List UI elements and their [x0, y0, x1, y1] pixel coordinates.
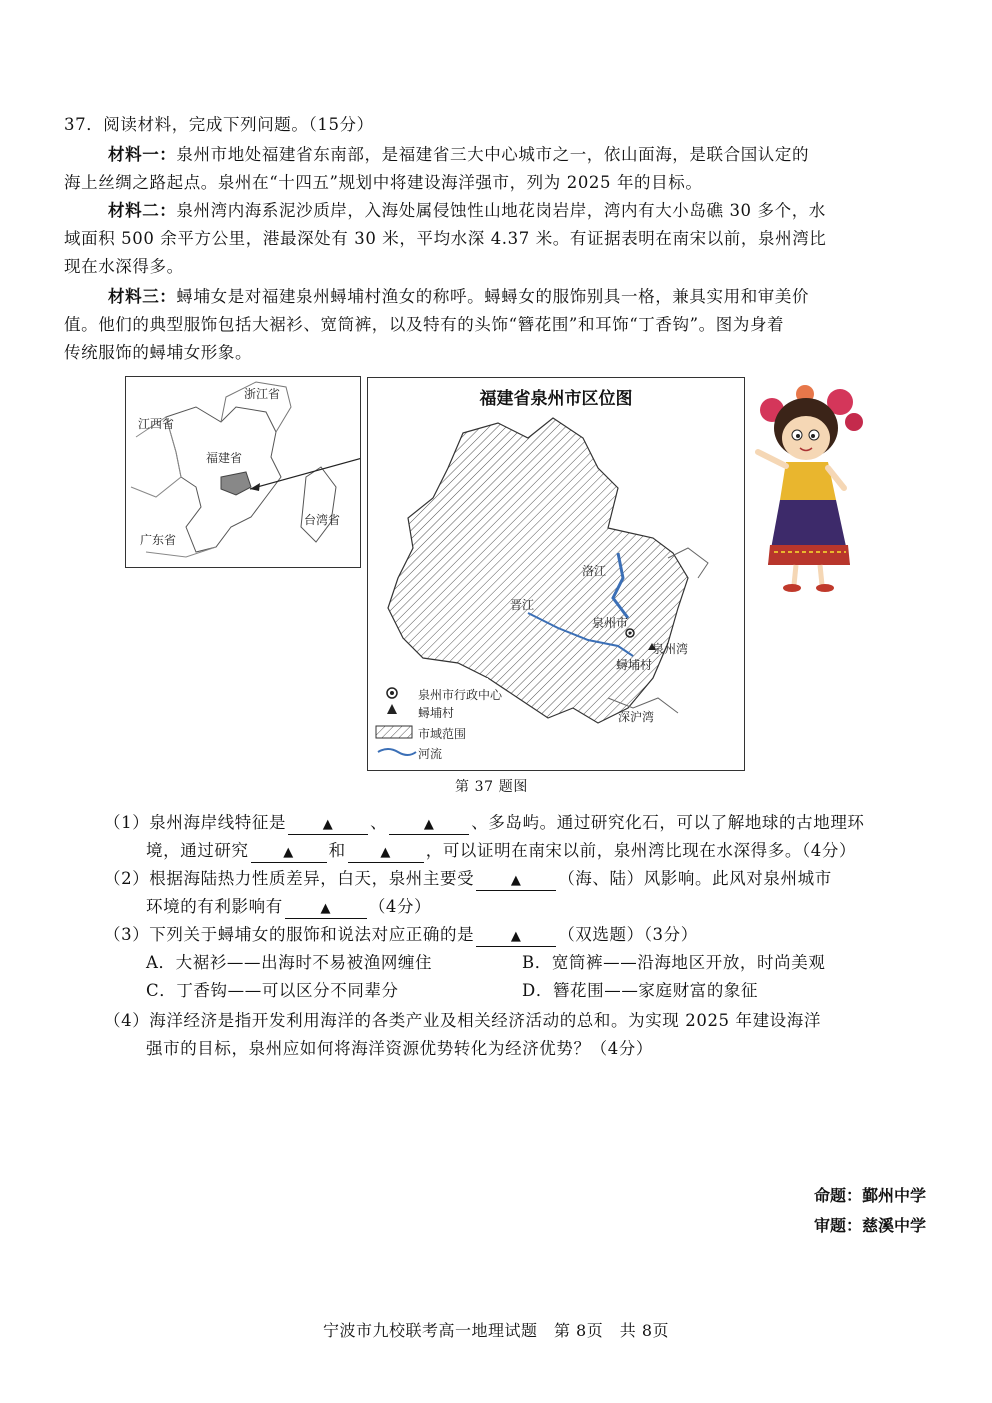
- figure-caption: 第 37 题图: [455, 779, 528, 795]
- q1-text-d: 境，通过研究: [146, 841, 249, 860]
- answer-mark: ▲: [380, 845, 392, 860]
- label-jinjiang: 晋江: [510, 598, 535, 612]
- answer-mark: ▲: [320, 901, 332, 916]
- q1-blank-1[interactable]: [288, 814, 368, 835]
- label-jiangxi: 江西省: [138, 417, 175, 431]
- material3-text1: 蟳埔女是对福建泉州蟳埔村渔女的称呼。蟳蟳女的服饰别具一格，兼具实用和审美价: [176, 287, 810, 306]
- material3-label: 材料三：: [108, 287, 177, 306]
- q1-blank-4[interactable]: [348, 842, 424, 863]
- answer-mark: ▲: [423, 817, 435, 832]
- q1-text-b: 、: [370, 813, 388, 832]
- label-quanzhou-city: 泉州市: [592, 616, 629, 630]
- q3-text-a: （3）下列关于蟳埔女的服饰和说法对应正确的是: [104, 925, 475, 944]
- material2-label: 材料二：: [108, 201, 177, 220]
- label-shenhu-bay: 深沪湾: [618, 710, 655, 724]
- material1-text1: 泉州市地处福建省东南部，是福建省三大中心城市之一，依山面海，是联合国认定的: [176, 145, 810, 164]
- q3-line1: [104, 924, 698, 947]
- legend-city-area: 市域范围: [418, 727, 467, 741]
- inset-map: [125, 376, 361, 568]
- q1-blank-3[interactable]: [251, 842, 327, 863]
- q3-option-c[interactable]: C．丁香钩——可以区分不同辈分: [146, 981, 399, 1000]
- q2-line2: [146, 896, 431, 919]
- legend-river: 河流: [418, 747, 443, 761]
- q3-option-d[interactable]: D．簪花围——家庭财富的象征: [522, 981, 759, 1000]
- q2-text-a: （2）根据海陆热力性质差异，白天，泉州主要受: [104, 869, 475, 888]
- answer-mark: ▲: [510, 929, 522, 944]
- q3-option-a[interactable]: A．大裾衫——出海时不易被渔网缠住: [146, 953, 433, 972]
- answer-mark: ▲: [283, 845, 294, 860]
- legend-village: 蟳埔村: [418, 706, 455, 720]
- q1-line1: [104, 812, 865, 835]
- q1-text-f: ，可以证明在南宋以前，泉州湾比现在水深得多。（4分）: [425, 841, 857, 860]
- label-xunpu-village: 蟳埔村: [616, 658, 653, 672]
- q1-text-a: （1）泉州海岸线特征是: [104, 813, 287, 832]
- answer-mark: ▲: [510, 873, 522, 888]
- material2-line1: [108, 200, 826, 222]
- q2-blank-2[interactable]: [285, 898, 367, 919]
- q1-text-c: 、多岛屿。通过研究化石，可以了解地球的古地理环: [471, 813, 865, 832]
- xunpu-woman-illustration: [750, 380, 870, 600]
- material3-line2: 值。他们的典型服饰包括大裾衫、宽筒裤，以及特有的头饰“簪花围”和耳饰“丁香钩”。图为身着: [64, 315, 785, 334]
- map-title: 福建省泉州市区位图: [479, 389, 633, 409]
- legend-admin-center: 泉州市行政中心: [418, 688, 503, 702]
- q2-text-b: （海、陆）风影响。此风对泉州城市: [558, 869, 832, 888]
- reviewer-credit: 审题：慈溪中学: [813, 1216, 926, 1235]
- q2-text-d: （4分）: [368, 897, 432, 916]
- label-taiwan: 台湾省: [304, 513, 341, 527]
- material1-label: 材料一：: [108, 145, 177, 164]
- q4-line2: 强市的目标，泉州应如何将海洋资源优势转化为经济优势？（4分）: [146, 1039, 653, 1058]
- label-guangdong: 广东省: [140, 533, 177, 547]
- material3-line1: [108, 286, 809, 308]
- q3-blank-1[interactable]: [476, 926, 556, 947]
- material2-line3: 现在水深得多。: [64, 257, 184, 276]
- q1-text-e: 和: [328, 841, 346, 860]
- label-quanzhou-bay: 泉州湾: [652, 642, 689, 656]
- q1-blank-2[interactable]: [389, 814, 469, 835]
- q3-option-b[interactable]: B．宽筒裤——沿海地区开放，时尚美观: [522, 953, 826, 972]
- answer-mark: ▲: [322, 817, 334, 832]
- quanzhou-location-map: [367, 377, 745, 771]
- q1-line2: [146, 840, 856, 863]
- q2-blank-1[interactable]: [476, 870, 556, 891]
- label-fujian: 福建省: [206, 451, 243, 465]
- material1-line2: 海上丝绸之路起点。泉州在“十四五”规划中将建设海洋强市，列为 2025 年的目标。: [64, 173, 703, 192]
- page-footer: 宁波市九校联考高一地理试题 第 8页 共 8页: [322, 1321, 670, 1340]
- q4-line1: （4）海洋经济是指开发利用海洋的各类产业及相关经济活动的总和。为实现 2025 年建设海洋: [104, 1011, 821, 1030]
- q2-text-c: 环境的有利影响有: [146, 897, 283, 916]
- q2-line1: [104, 868, 832, 891]
- q3-text-b: （双选题）（3分）: [558, 925, 698, 944]
- label-zhejiang: 浙江省: [244, 387, 281, 401]
- label-luojiang: 洛江: [582, 564, 607, 578]
- material3-line3: 传统服饰的蟳埔女形象。: [64, 343, 253, 362]
- author-credit: 命题：鄞州中学: [813, 1186, 926, 1205]
- material1-line1: [108, 144, 809, 166]
- question-header: 37．阅读材料，完成下列问题。（15分）: [64, 115, 374, 134]
- material2-line2: 域面积 500 余平方公里，港最深处有 30 米，平均水深 4.37 米。有证据表明在南宋以前，泉州湾比: [64, 229, 827, 248]
- material2-text1: 泉州湾内海系泥沙质岸，入海处属侵蚀性山地花岗岩岸，湾内有大小岛礁 30 多个，水: [176, 201, 826, 220]
